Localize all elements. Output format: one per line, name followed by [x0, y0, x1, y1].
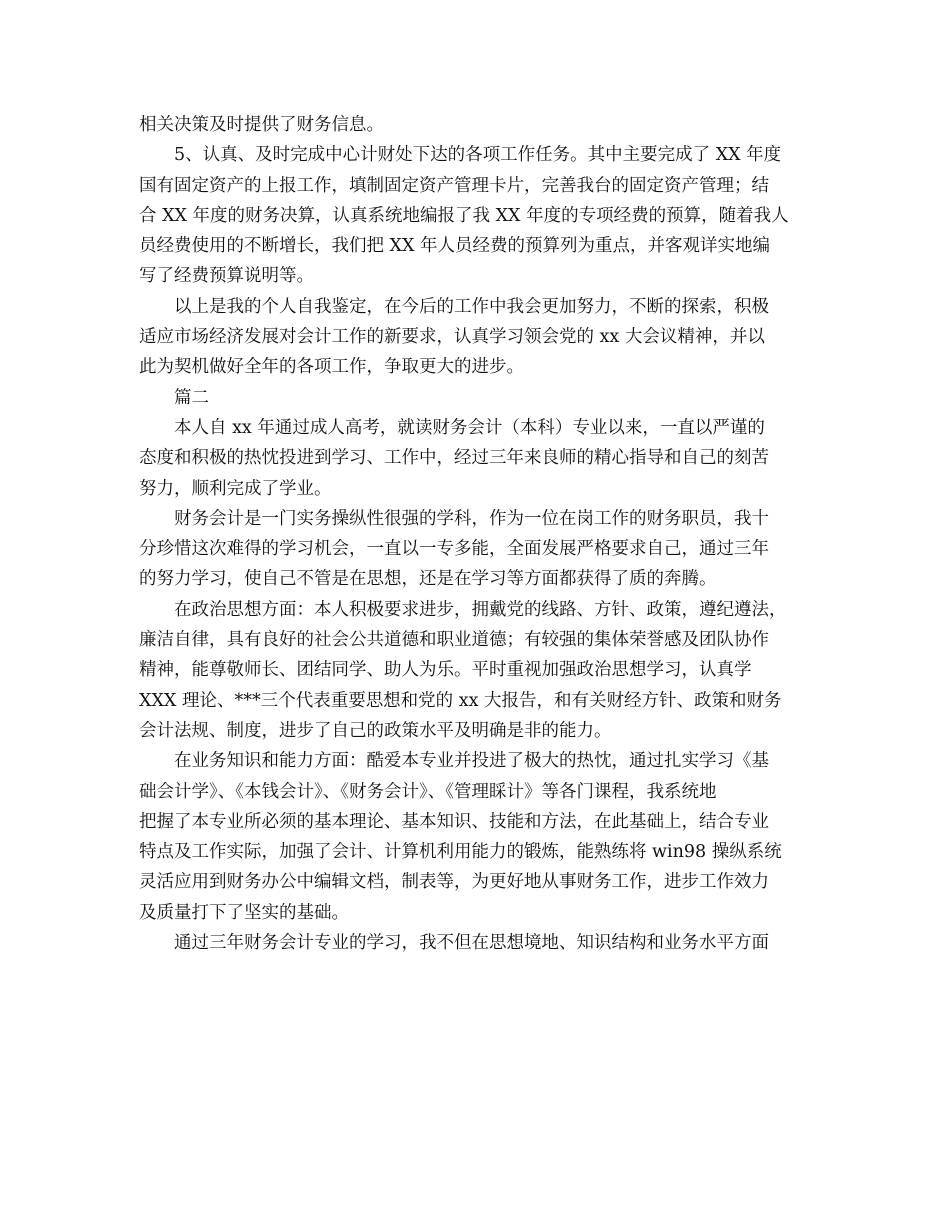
- paragraph-discipline: 财务会计是一门实务操纵性很强的学科，作为一位在岗工作的财务职员，我十 分珍惜这次难得的学习机会，一直以一专多能，全面发展严格要求自己，通过三年 的努力学习，使自己不管是在思想，还是在学习等方面都获得了质的奔腾。: [139, 508, 769, 590]
- paragraph-item-5: 5、认真、及时完成中心计财处下达的各项工作任务。其中主要完成了 XX 年度 国有固定资产的上报工作，填制固定资产管理卡片，完善我台的固定资产管理；结 合 XX 年度的财务决算，认真系统地编报了我 XX 年度的专项经费的预算，随着我人 员经费使用的不断增长，我们把 XX 年人员经费的预算列为重点，并客观详实地编 写了经费预算说明等。: [139, 145, 789, 287]
- document-body: [139, 110, 811, 958]
- paragraph-continuation: 相关决策及时提供了财务信息。: [139, 115, 384, 135]
- paragraph-summary: 以上是我的个人自我鉴定，在今后的工作中我会更加努力，不断的探索，积极 适应市场经济发展对会计工作的新要求，认真学习领会党的 xx 大会议精神，并以 此为契机做好全年的各项工作，争取更大的进步。: [139, 296, 769, 378]
- paragraph-political: 在政治思想方面：本人积极要求进步，拥戴党的线路、方针、政策，遵纪遵法， 廉洁自律，具有良好的社会公共道德和职业道德；有较强的集体荣誉感及团队协作 精神，能尊敬师长、团结同学、助人为乐。平时重视加强政治思想学习，认真学 XXX 理论、***三个代表重要思想和党的 xx 大报告，和有关财经方针、政策和财务 会计法规、制度，进步了自己的政策水平及明确是非的能力。: [139, 599, 787, 741]
- paragraph-professional: 在业务知识和能力方面：酷爱本专业并投进了极大的热忱，通过扎实学习《基 础会计学》、《本钱会计》、《财务会计》、《管理睬计》等各门课程，我系统地 把握了本专业所必须的基本理论、基本知识、技能和方法，在此基础上，结合专业 特点及工作实际，加强了会计、计算机利用能力的锻炼，能熟练将 win98 操纵系统 灵活应用到财务办公中编辑文档，制表等，为更好地从事财务工作，进步工作效力 及质量打下了坚实的基础。: [139, 751, 782, 923]
- paragraph-conclusion: 通过三年财务会计专业的学习，我不但在思想境地、知识结构和业务水平方面: [174, 933, 769, 954]
- section-heading-part-two: 篇二: [174, 387, 209, 408]
- paragraph-intro: 本人自 xx 年通过成人高考，就读财务会计（本科）专业以来，一直以严谨的 态度和积极的热忱投进到学习、工作中，经过三年来良师的精心指导和自己的刻苦 努力，顺利完成了学业。: [139, 417, 769, 499]
